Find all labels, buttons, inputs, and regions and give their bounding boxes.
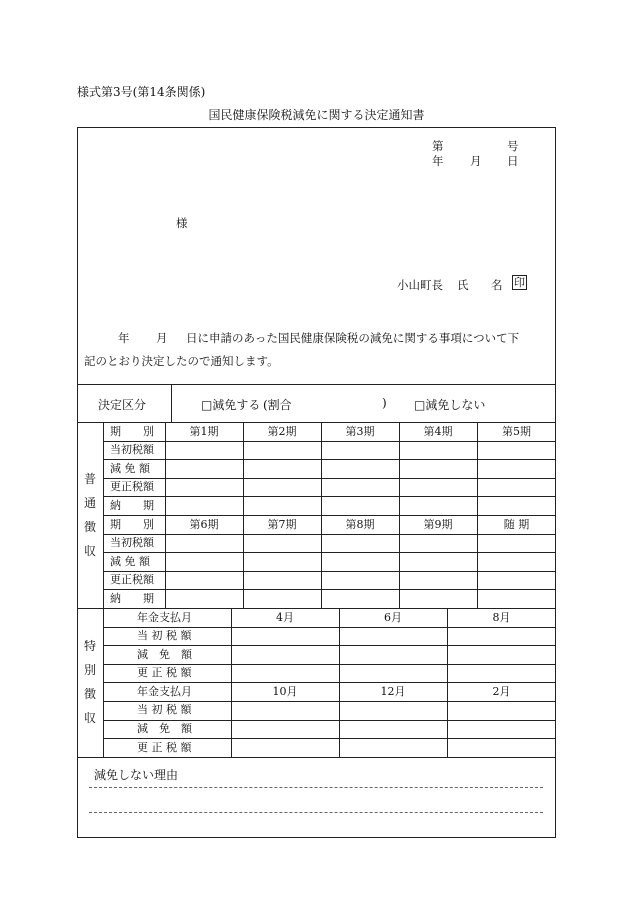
- body-text-line1: 日に申請のあった国民健康保険税の減免に関する事項について下: [186, 331, 520, 345]
- ratio-open: (割合: [263, 398, 292, 412]
- date-year: 年: [432, 154, 444, 168]
- pension-month: 4月: [276, 611, 294, 624]
- sp-row-label: 年金支払月: [137, 685, 192, 698]
- sp-row-label: 当 初 税 額: [137, 703, 192, 716]
- form-number: 様式第3号(第14条関係): [77, 85, 206, 99]
- ord-row-label: 減 免 額: [110, 555, 150, 568]
- date-month: 月: [470, 154, 482, 168]
- special-side-label: 特 別 徴 収: [83, 639, 96, 725]
- pension-month: 2月: [492, 685, 511, 698]
- period-header: 第3期: [345, 425, 375, 438]
- document-title: 国民健康保険税減免に関する決定通知書: [208, 108, 425, 122]
- sender-mei: 名: [491, 278, 503, 292]
- number-go: 号: [507, 139, 519, 153]
- reason-line-1[interactable]: [89, 787, 543, 788]
- period-header: 第6期: [189, 518, 219, 531]
- sp-row-label: 年金支払月: [137, 611, 192, 624]
- reason-line-2[interactable]: [89, 812, 543, 813]
- ord-row-label: 更正税額: [110, 480, 154, 493]
- sp-row-label: 当 初 税 額: [137, 629, 192, 642]
- pension-month: 12月: [380, 685, 406, 698]
- period-header: 第4期: [423, 425, 453, 438]
- option-exempt[interactable]: □減免する: [201, 398, 261, 412]
- option-no-exempt[interactable]: □減免しない: [414, 398, 486, 412]
- date-day: 日: [507, 154, 519, 168]
- pension-month: 10月: [272, 685, 298, 698]
- number-dai: 第: [432, 139, 444, 153]
- period-header: 第1期: [189, 425, 219, 438]
- period-header: 第2期: [267, 425, 297, 438]
- sp-row-label: 更 正 税 額: [137, 666, 192, 679]
- ordinary-side-label: 普 通 徴 収: [83, 472, 96, 558]
- period-header: 第7期: [267, 518, 297, 531]
- recipient-suffix: 様: [176, 216, 188, 230]
- seal-mark: 印: [514, 276, 525, 289]
- sender-shi: 氏: [457, 278, 469, 292]
- ord-row-label: 期 別: [110, 425, 154, 438]
- ord-row-label: 納 期: [110, 499, 154, 512]
- body-year: 年: [118, 331, 130, 345]
- ord-row-label: 当初税額: [110, 536, 154, 549]
- pension-month: 6月: [384, 611, 402, 624]
- sp-row-label: 更 正 税 額: [137, 741, 192, 754]
- ratio-close: ): [382, 396, 387, 410]
- sp-row-label: 減 免 額: [137, 722, 192, 735]
- sender-mayor: 小山町長: [397, 278, 443, 292]
- ord-row-label: 当初税額: [110, 443, 154, 456]
- reason-label: 減免しない理由: [94, 768, 179, 782]
- ord-row-label: 期 別: [110, 518, 154, 531]
- sp-row-label: 減 免 額: [137, 648, 192, 661]
- pension-month: 8月: [492, 611, 511, 624]
- ord-row-label: 更正税額: [110, 573, 154, 586]
- body-text-line2: 記のとおり決定したので通知します。: [84, 354, 279, 368]
- period-header: 第8期: [345, 518, 375, 531]
- period-header: 随 期: [503, 518, 530, 531]
- period-header: 第5期: [502, 425, 531, 438]
- body-month: 月: [156, 331, 168, 345]
- ord-row-label: 減 免 額: [110, 462, 150, 475]
- ord-row-label: 納 期: [110, 592, 154, 605]
- decision-label: 決定区分: [98, 398, 147, 412]
- period-header: 第9期: [423, 518, 453, 531]
